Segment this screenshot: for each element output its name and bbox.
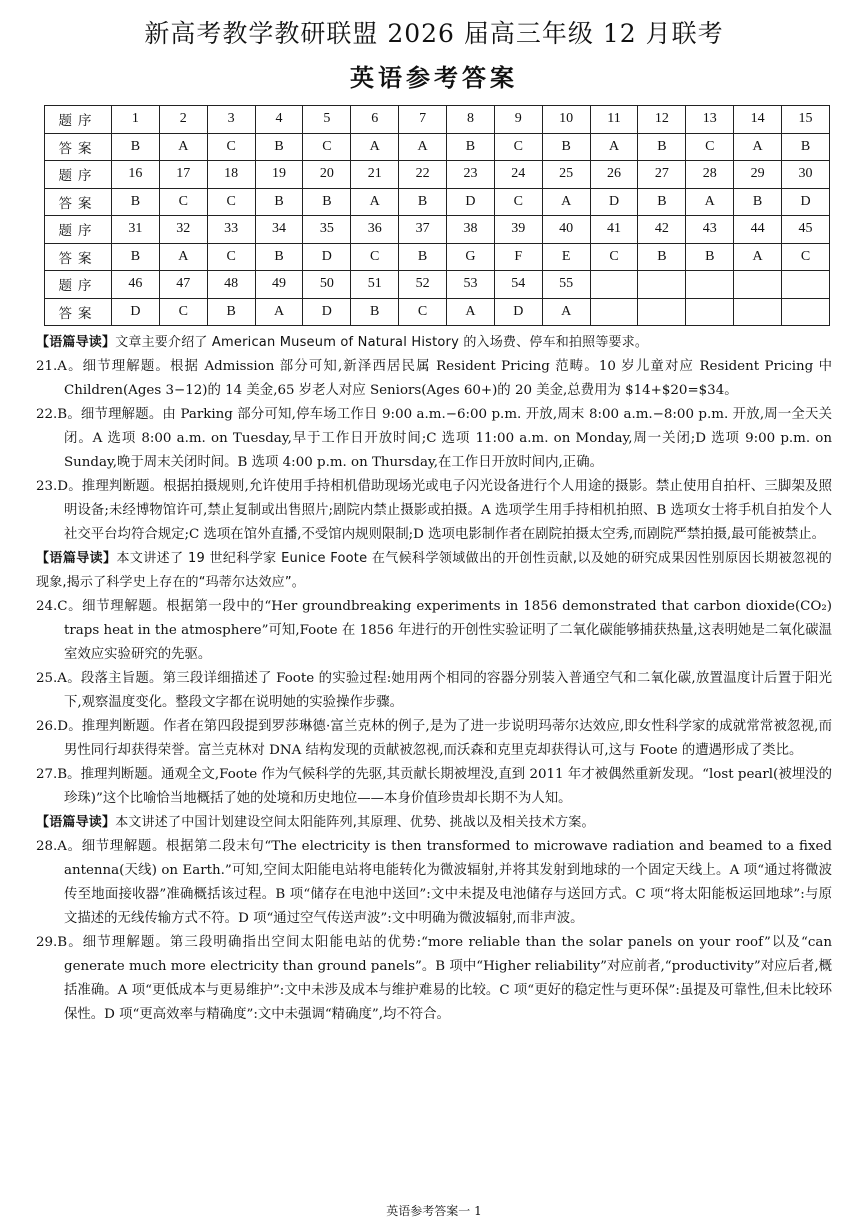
question-number-cell: 6 xyxy=(351,106,399,134)
answer-explanation: 24.C。细节理解题。根据第一段中的“Her groundbreaking experiments in 1856 demonstrated that carbon dioxide(CO₂) traps heat in the atmosphere”可知,Foote 在 1856 年进行的开创性实验证明了二氧化碳能够捕获热量,这表明她是二氧化碳温室效应实验研究的先驱。 xyxy=(36,599,832,662)
page-title: 新高考教学教研联盟 2026 届高三年级 12 月联考 xyxy=(144,19,724,48)
answer-row xyxy=(45,298,830,326)
explanations xyxy=(36,331,832,1027)
row-label-number: 题序 xyxy=(45,271,112,299)
answer-cell: A xyxy=(159,133,207,161)
number-row xyxy=(45,216,830,244)
row-label-number: 题序 xyxy=(45,106,112,134)
answer-cell xyxy=(638,298,686,326)
row-label-number: 题序 xyxy=(45,216,112,244)
answer-cell: C xyxy=(207,188,255,216)
question-number-cell: 28 xyxy=(686,161,734,189)
answer-row xyxy=(45,243,830,271)
question-number-cell: 44 xyxy=(734,216,782,244)
answer-cell xyxy=(686,298,734,326)
answer-cell: C xyxy=(351,243,399,271)
answer-cell: B xyxy=(112,243,160,271)
question-number-cell: 14 xyxy=(734,106,782,134)
question-number-cell: 26 xyxy=(590,161,638,189)
answer-cell: B xyxy=(255,133,303,161)
question-number-cell: 41 xyxy=(590,216,638,244)
question-number-cell: 16 xyxy=(112,161,160,189)
answer-cell: A xyxy=(351,133,399,161)
question-number-cell: 4 xyxy=(255,106,303,134)
answer-cell: B xyxy=(542,133,590,161)
number-row xyxy=(45,106,830,134)
answer-cell: B xyxy=(399,243,447,271)
answer-cell: B xyxy=(782,133,830,161)
question-number-cell: 40 xyxy=(542,216,590,244)
answer-cell: C xyxy=(686,133,734,161)
question-number-cell: 51 xyxy=(351,271,399,299)
question-number-cell: 48 xyxy=(207,271,255,299)
question-number-cell: 11 xyxy=(590,106,638,134)
question-number-cell: 47 xyxy=(159,271,207,299)
answer-cell: B xyxy=(447,133,495,161)
answer-explanation: 29.B。细节理解题。第三段明确指出空间太阳能电站的优势:“more reliable than the solar panels on your roof”以及“can generate much more electricity than ground panels”。B 项中“Higher reliability”对应前者,“productivity”对应后者,概括准确。A 项“更低成本与更易维护”:文中未涉及成本与维护难易的比较。C 项“更好的稳定性与更环保”:虽提及可靠性,但未比较环保性。D 项“更高效率与精确度”:文中未强调“精确度”,均不符合。 xyxy=(36,935,832,1022)
answer-explanation: 23.D。推理判断题。根据拍摄规则,允许使用手持相机借助现场光或电子闪光设备进行个人用途的摄影。禁止使用自拍杆、三脚架及照明设备;未经博物馆许可,禁止复制或出售照片;剧院内禁止摄影或拍摄。A 选项学生用手持相机拍照、B 选项女士将手机自拍发个人社交平台均符合规定;C 选项在馆外直播,不受馆内规则限制;D 选项电影制作者在剧院拍摄太空秀,而剧院严禁拍摄,最可能被禁止。 xyxy=(36,479,832,542)
answer-cell: A xyxy=(590,133,638,161)
question-number-cell: 29 xyxy=(734,161,782,189)
answer-cell: A xyxy=(734,243,782,271)
row-label-answer: 答案 xyxy=(45,298,112,326)
answer-cell: E xyxy=(542,243,590,271)
question-number-cell: 34 xyxy=(255,216,303,244)
question-number-cell xyxy=(638,271,686,299)
guide-text: 文章主要介绍了 American Museum of Natural History 的入场费、停车和拍照等要求。 xyxy=(115,335,649,350)
answer-explanation: 21.A。细节理解题。根据 Admission 部分可知,新泽西居民属 Resident Pricing 范畴。10 岁儿童对应 Resident Pricing 中 Children(Ages 3−12)的 14 美金,65 岁老人对应 Seniors(Ages 60+)的 20 美金,总费用为 $14+$20=$34。 xyxy=(36,359,832,398)
answer-cell: C xyxy=(207,243,255,271)
answer-table xyxy=(44,105,830,326)
question-number-cell xyxy=(686,271,734,299)
answer-cell: A xyxy=(159,243,207,271)
question-number-cell: 20 xyxy=(303,161,351,189)
question-number-cell: 24 xyxy=(494,161,542,189)
question-number-cell: 1 xyxy=(112,106,160,134)
question-number-cell: 25 xyxy=(542,161,590,189)
question-number-cell: 12 xyxy=(638,106,686,134)
answer-cell: D xyxy=(303,298,351,326)
answer-cell: C xyxy=(590,243,638,271)
answer-cell: C xyxy=(159,188,207,216)
question-number-cell: 53 xyxy=(447,271,495,299)
answer-cell: B xyxy=(207,298,255,326)
question-number-cell: 50 xyxy=(303,271,351,299)
answer-explanation: 25.A。段落主旨题。第三段详细描述了 Foote 的实验过程:她用两个相同的容器分别装入普通空气和二氧化碳,放置温度计后置于阳光下,观察温度变化。整段文字都在说明她的实验操作步骤。 xyxy=(36,671,832,710)
question-number-cell: 46 xyxy=(112,271,160,299)
answer-cell: D xyxy=(494,298,542,326)
answer-cell: A xyxy=(734,133,782,161)
question-number-cell: 7 xyxy=(399,106,447,134)
answer-cell: B xyxy=(351,298,399,326)
answer-cell: D xyxy=(112,298,160,326)
question-number-cell: 49 xyxy=(255,271,303,299)
answer-cell: B xyxy=(638,133,686,161)
question-number-cell: 45 xyxy=(782,216,830,244)
question-number-cell: 54 xyxy=(494,271,542,299)
question-number-cell: 31 xyxy=(112,216,160,244)
answer-cell: D xyxy=(590,188,638,216)
question-number-cell: 18 xyxy=(207,161,255,189)
question-number-cell: 33 xyxy=(207,216,255,244)
question-number-cell: 43 xyxy=(686,216,734,244)
answer-cell: F xyxy=(494,243,542,271)
question-number-cell: 15 xyxy=(782,106,830,134)
answer-cell: A xyxy=(447,298,495,326)
question-number-cell: 30 xyxy=(782,161,830,189)
question-number-cell: 39 xyxy=(494,216,542,244)
question-number-cell: 9 xyxy=(494,106,542,134)
answer-cell: A xyxy=(542,298,590,326)
question-number-cell: 37 xyxy=(399,216,447,244)
passage-guide xyxy=(36,811,832,835)
guide-text: 本文讲述了 19 世纪科学家 Eunice Foote 在气候科学领域做出的开创性贡献,以及她的研究成果因性别原因长期被忽视的现象,揭示了科学史上存在的“玛蒂尔达效应”。 xyxy=(36,551,833,590)
answer-cell xyxy=(782,298,830,326)
answer-cell: B xyxy=(638,243,686,271)
answer-cell xyxy=(734,298,782,326)
answer-cell: B xyxy=(686,243,734,271)
question-number-cell xyxy=(590,271,638,299)
question-number-cell: 35 xyxy=(303,216,351,244)
guide-label: 【语篇导读】 xyxy=(36,551,117,566)
answer-cell: B xyxy=(255,188,303,216)
answer-cell: C xyxy=(303,133,351,161)
row-label-answer: 答案 xyxy=(45,133,112,161)
question-number-cell xyxy=(782,271,830,299)
answer-cell: C xyxy=(207,133,255,161)
row-label-answer: 答案 xyxy=(45,188,112,216)
question-number-cell: 23 xyxy=(447,161,495,189)
question-number-cell: 5 xyxy=(303,106,351,134)
question-number-cell: 38 xyxy=(447,216,495,244)
question-number-cell: 42 xyxy=(638,216,686,244)
answer-cell: B xyxy=(112,188,160,216)
answer-cell: A xyxy=(542,188,590,216)
answer-cell: C xyxy=(494,133,542,161)
answer-cell: C xyxy=(782,243,830,271)
question-number-cell: 3 xyxy=(207,106,255,134)
passage-guide xyxy=(36,331,832,355)
answer-cell: D xyxy=(447,188,495,216)
row-label-answer: 答案 xyxy=(45,243,112,271)
question-number-cell: 52 xyxy=(399,271,447,299)
question-number-cell: 55 xyxy=(542,271,590,299)
row-label-number: 题序 xyxy=(45,161,112,189)
answer-cell: A xyxy=(399,133,447,161)
answer-cell: D xyxy=(782,188,830,216)
question-number-cell: 19 xyxy=(255,161,303,189)
question-number-cell xyxy=(734,271,782,299)
answer-row xyxy=(45,133,830,161)
question-number-cell: 22 xyxy=(399,161,447,189)
answer-explanation: 28.A。细节理解题。根据第二段末句“The electricity is then transformed to microwave radiation and beamed to a fixed antenna(天线) on Earth.”可知,空间太阳能电站将电能转化为微波辐射,并将其发射到地球的一个固定天线上。A 项“通过将微波传至地面接收器”准确概括该过程。B 项“储存在电池中送回”:文中未提及电池储存与送回方式。C 项“将太阳能板运回地球”:与原文描述的无线传输方式不符。D 项“通过空气传送声波”:文中明确为微波辐射,而非声波。 xyxy=(36,839,832,926)
answer-cell: D xyxy=(303,243,351,271)
guide-label: 【语篇导读】 xyxy=(36,815,116,830)
question-number-cell: 36 xyxy=(351,216,399,244)
answer-explanation: 26.D。推理判断题。作者在第四段提到罗莎琳德·富兰克林的例子,是为了进一步说明玛蒂尔达效应,即女性科学家的成就常常被忽视,而男性同行却获得荣誉。富兰克林对 DNA 结构发现的贡献被忽视,而沃森和克里克却获得认可,这与 Foote 的遭遇形成了类比。 xyxy=(36,719,832,758)
page-subtitle: 英语参考答案 xyxy=(350,63,518,92)
number-row xyxy=(45,161,830,189)
question-number-cell: 21 xyxy=(351,161,399,189)
answer-cell: B xyxy=(399,188,447,216)
answer-row xyxy=(45,188,830,216)
answer-cell: C xyxy=(159,298,207,326)
answer-cell: B xyxy=(255,243,303,271)
question-number-cell: 2 xyxy=(159,106,207,134)
answer-explanation: 27.B。推理判断题。通观全文,Foote 作为气候科学的先驱,其贡献长期被埋没,直到 2011 年才被偶然重新发现。“lost pearl(被埋没的珍珠)”这个比喻恰当地概括了她的处境和历史地位——本身价值珍贵却长期不为人知。 xyxy=(36,767,832,806)
question-number-cell: 8 xyxy=(447,106,495,134)
page-footer: 英语参考答案一 1 xyxy=(386,1204,482,1218)
answer-cell: B xyxy=(638,188,686,216)
guide-text: 本文讲述了中国计划建设空间太阳能阵列,其原理、优势、挑战以及相关技术方案。 xyxy=(115,815,595,830)
number-row xyxy=(45,271,830,299)
passage-guide xyxy=(36,547,832,595)
answer-cell xyxy=(590,298,638,326)
question-number-cell: 10 xyxy=(542,106,590,134)
answer-cell: G xyxy=(447,243,495,271)
question-number-cell: 32 xyxy=(159,216,207,244)
answer-cell: C xyxy=(494,188,542,216)
question-number-cell: 17 xyxy=(159,161,207,189)
question-number-cell: 13 xyxy=(686,106,734,134)
answer-explanation: 22.B。细节理解题。由 Parking 部分可知,停车场工作日 9:00 a.m.−6:00 p.m. 开放,周末 8:00 a.m.−8:00 p.m. 开放,周一全天关闭。A 选项 8:00 a.m. on Tuesday,早于工作日开放时间;C 选项 11:00 a.m. on Monday,周一关闭;D 选项 9:00 p.m. on Sunday,晚于周末关闭时间。B 选项 4:00 p.m. on Thursday,在工作日开放时间内,正确。 xyxy=(36,407,832,470)
answer-cell: B xyxy=(734,188,782,216)
answer-cell: B xyxy=(112,133,160,161)
answer-cell: A xyxy=(351,188,399,216)
question-number-cell: 27 xyxy=(638,161,686,189)
answer-cell: B xyxy=(303,188,351,216)
answer-cell: A xyxy=(255,298,303,326)
answer-cell: A xyxy=(686,188,734,216)
guide-label: 【语篇导读】 xyxy=(36,335,116,350)
answer-cell: C xyxy=(399,298,447,326)
